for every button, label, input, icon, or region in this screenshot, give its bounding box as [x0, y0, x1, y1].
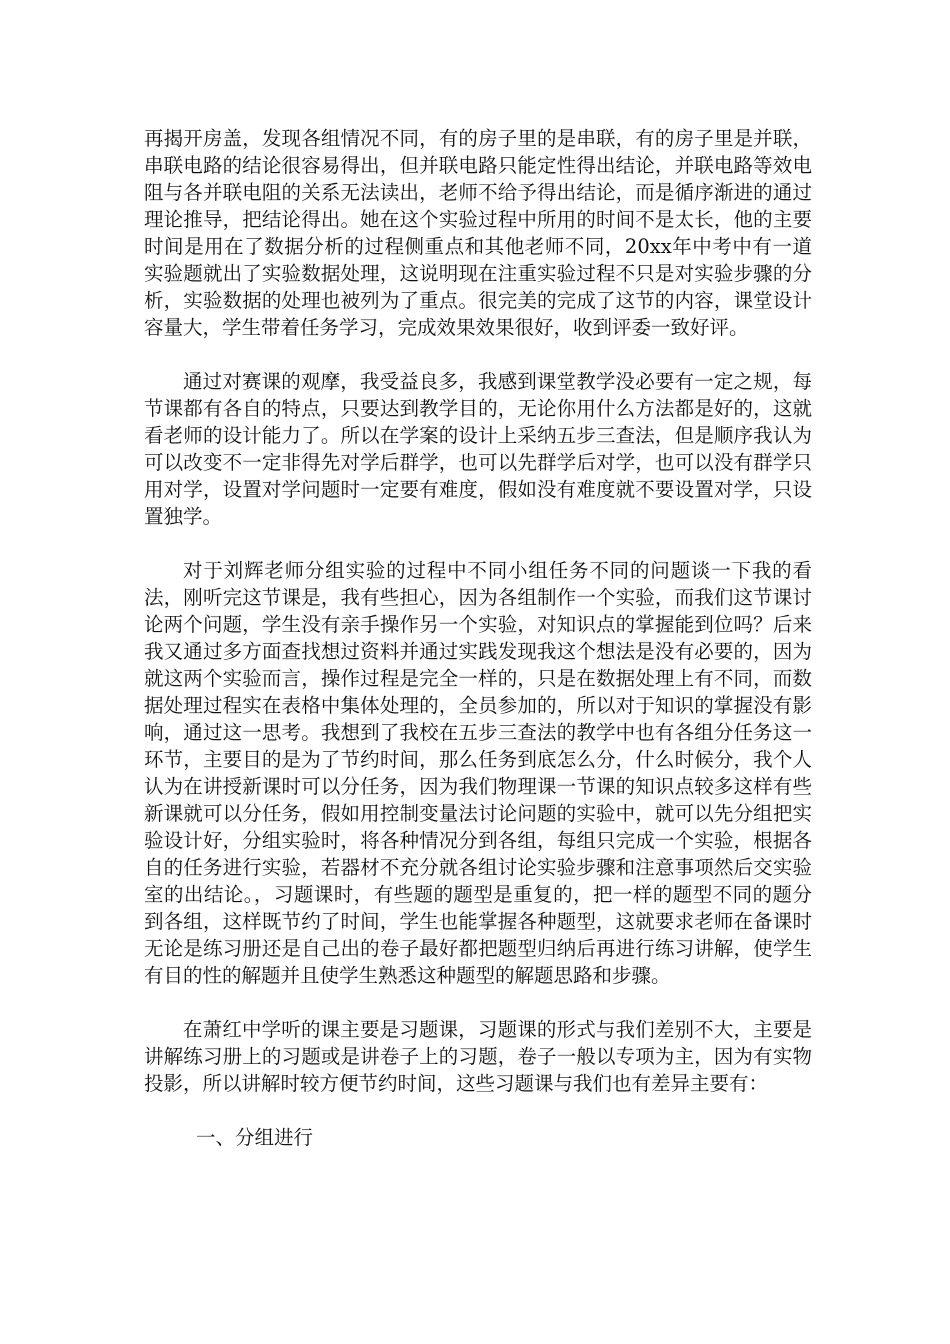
document-body — [144, 125, 812, 1151]
paragraph-3: 对于刘辉老师分组实验的过程中不同小组任务不同的问题谈一下我的看法，刚听完这节课是，我有些担心，因为各组制作一个实验，而我们这节课讨论两个问题，学生没有亲手操作另一个实验，对知识点的掌握能到位吗？后来我又通过多方面查找想过资料并通过实践发现我这个想法是没有必要的，因为就这两个实验而言，操作过程是完全一样的，只是在数据处理上有不同，而数据处理过程实在表格中集体处理的，全员参加的，所以对于知识的掌握没有影响，通过这一思考。我想到了我校在五步三查法的教学中也有各组分任务这一环节，主要目的是为了节约时间，那么任务到底怎么分，什么时候分，我个人认为在讲授新课时可以分任务，因为我们物理课一节课的知识点较多这样有些新课就可以分任务，假如用控制变量法讨论问题的实验中，就可以先分组把实验设计好，分组实验时，将各种情况分到各组，每组只完成一个实验，根据各自的任务进行实验，若器材不充分就各组讨论实验步骤和注意事项然后交实验室的出结论。，习题课时，有些题的题型是重复的，把一样的题型不同的题分到各组，这样既节约了时间，学生也能掌握各种题型，这就要求老师在备课时无论是练习册还是自己出的卷子最好都把题型归纳后再进行练习讲解，使学生有目的性的解题并且使学生熟悉这种题型的解题思路和步骤。 — [144, 559, 812, 987]
paragraph-4: 在萧红中学听的课主要是习题课，习题课的形式与我们差别不大，主要是讲解练习册上的习题或是讲卷子上的习题，卷子一般以专项为主，因为有实物投影，所以讲解时较方便节约时间，这些习题课与我们也有差异主要有： — [144, 1018, 812, 1095]
section-heading: 一、分组进行 — [196, 1126, 314, 1149]
paragraph-2: 通过对赛课的观摩，我受益良多，我感到课堂教学没必要有一定之规，每节课都有各自的特点，只要达到教学目的，无论你用什么方法都是好的，这就看老师的设计能力了。所以在学案的设计上采纳五步三查法，但是顺序我认为可以改变不一定非得先对学后群学，也可以先群学后对学，也可以没有群学只用对学，设置对学问题时一定要有难度，假如没有难度就不要设置对学，只设置独学。 — [144, 370, 812, 528]
paragraph-1: 再揭开房盖，发现各组情况不同，有的房子里的是串联，有的房子里是并联，串联电路的结论很容易得出，但并联电路只能定性得出结论，并联电路等效电阻与各并联电阻的关系无法读出，老师不给予得出结论，而是循序渐进的通过理论推导，把结论得出。她在这个实验过程中所用的时间不是太长，他的主要时间是用在了数据分析的过程侧重点和其他老师不同，20xx年中考中有一道实验题就出了实验数据处理，这说明现在注重实验过程不只是对实验步骤的分析，实验数据的处理也被列为了重点。很完美的完成了这节的内容，课堂设计容量大，学生带着任务学习，完成效果效果很好，收到评委一致好评。 — [144, 127, 812, 339]
